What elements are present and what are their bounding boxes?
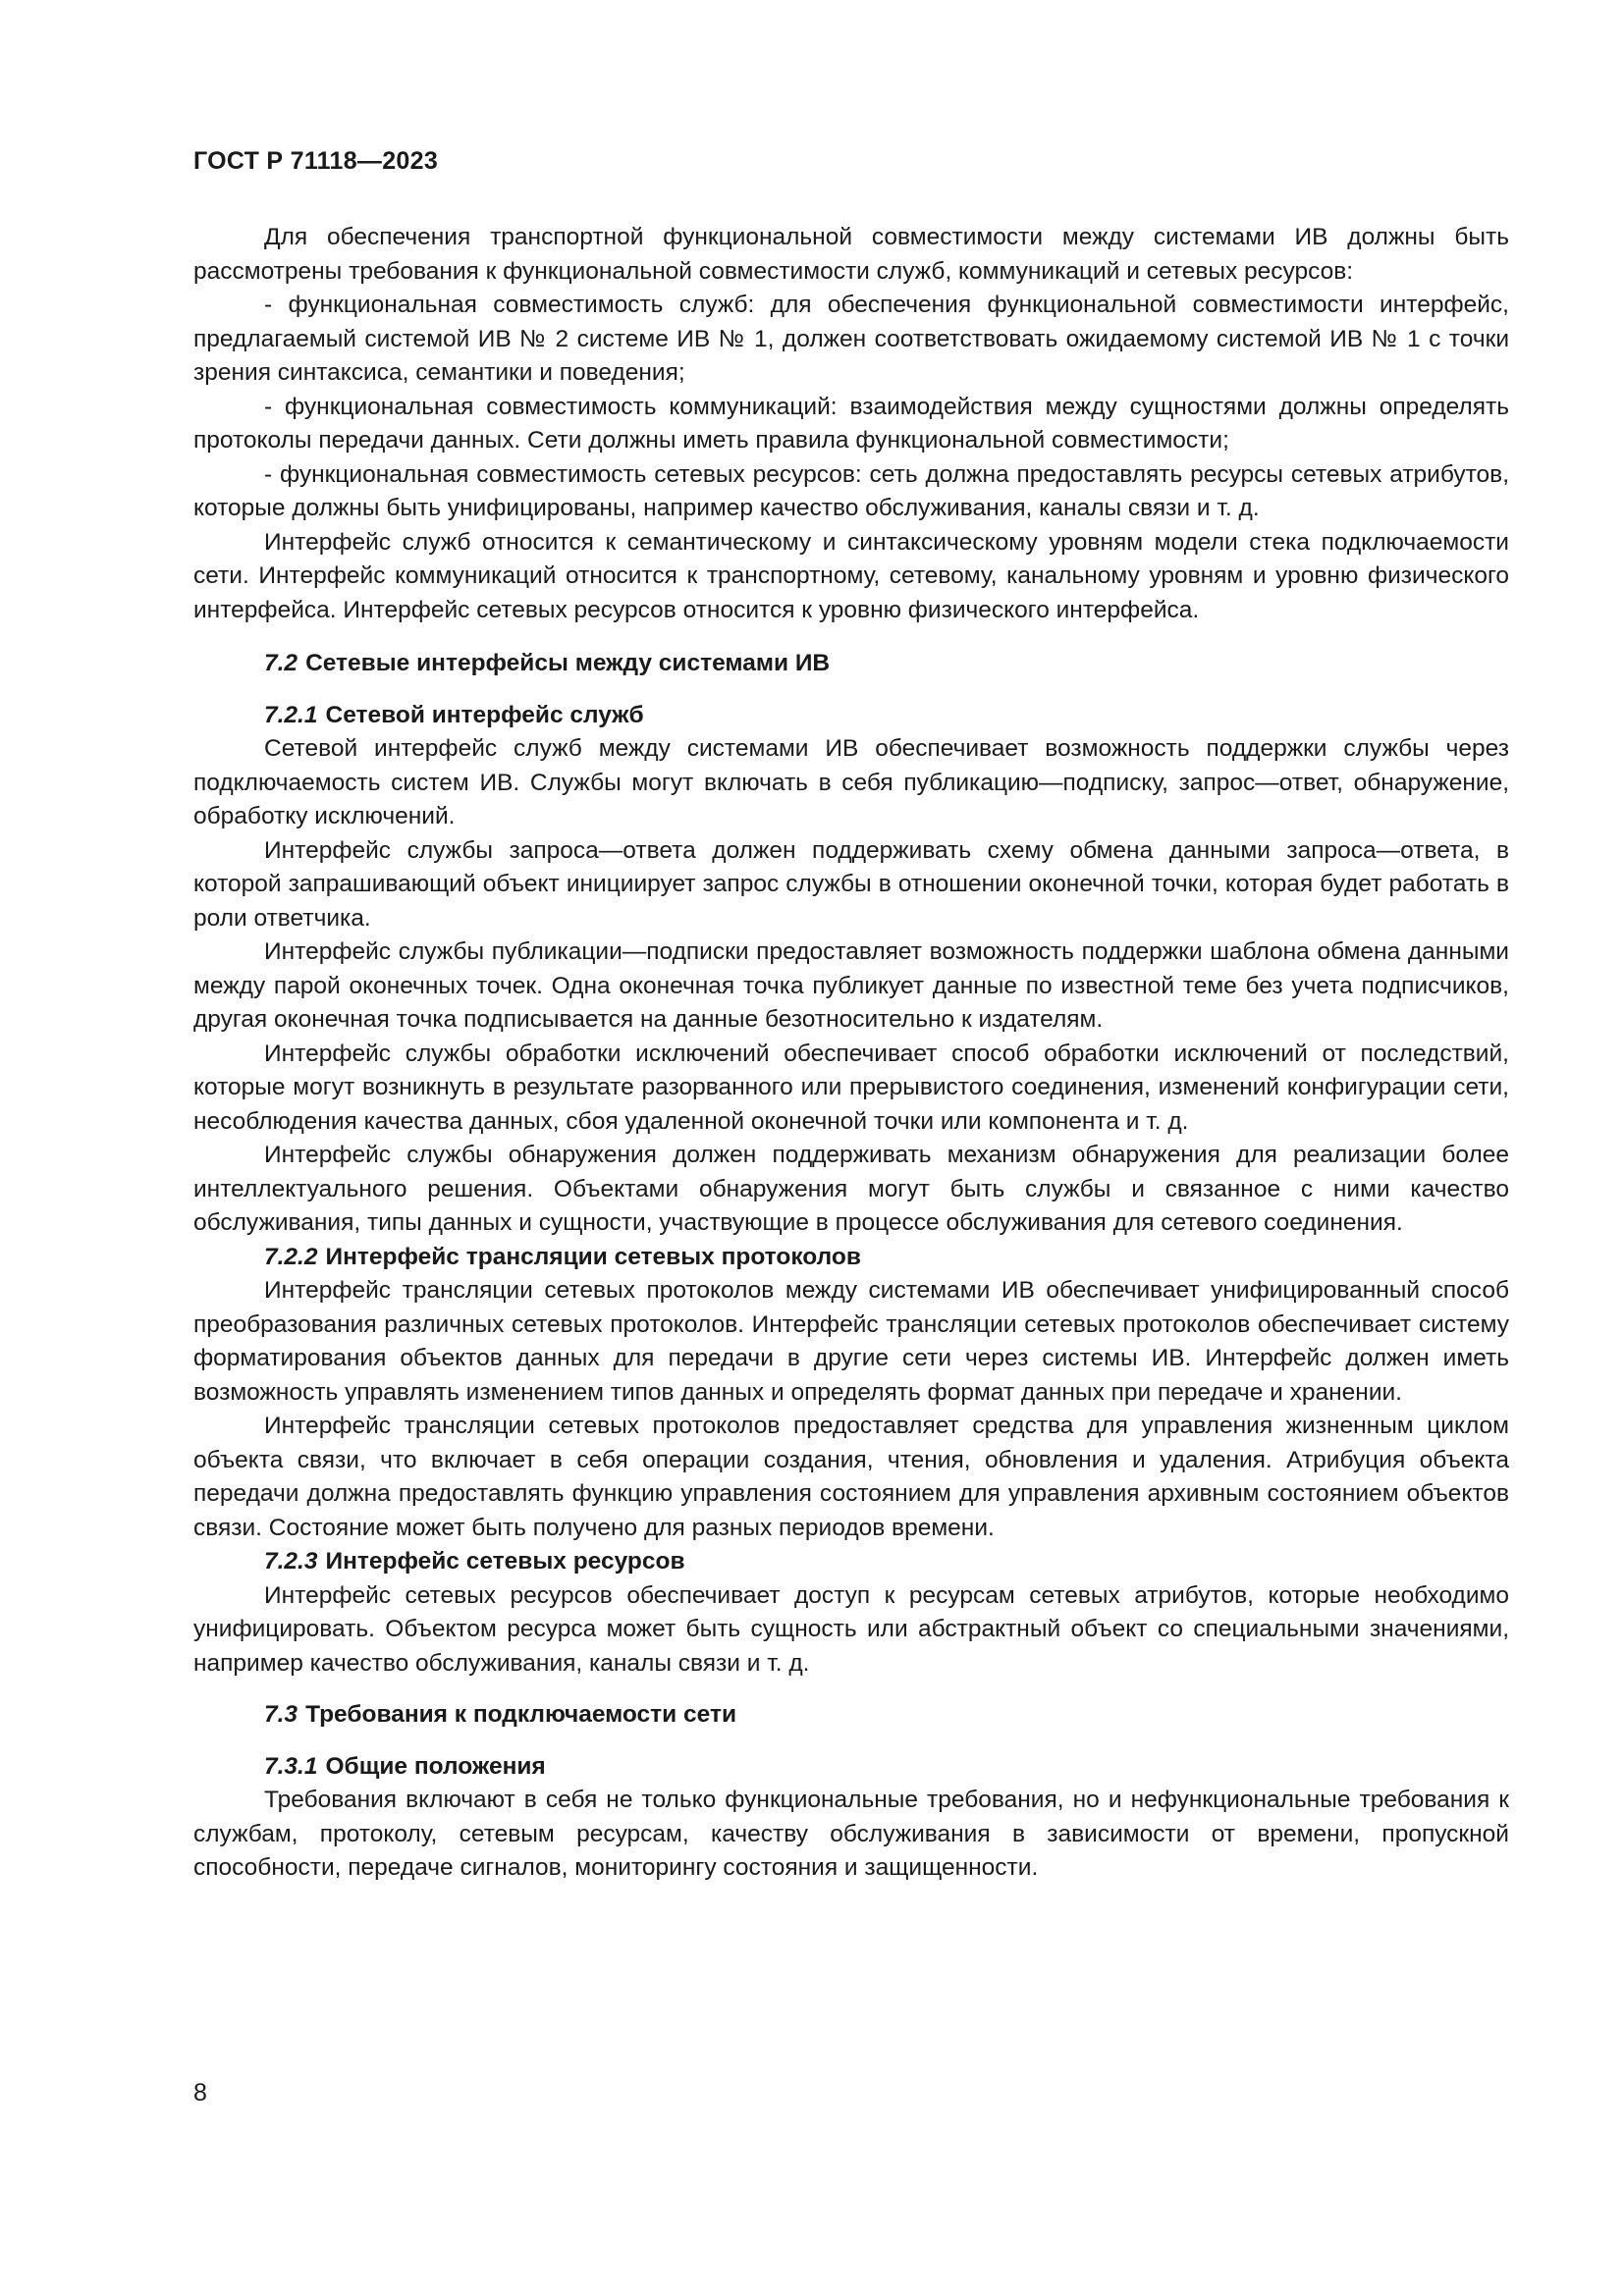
intro-paragraph-2: Интерфейс служб относится к семантическому и синтаксическому уровням модели стека подключаемости сети. Интерфейс коммуникаций относится к транспортному, сетевому, канальному уровням и уровню физического интерфейса. Интерфейс сетевых ресурсов относится к уровню физического интерфейса. — [193, 528, 1509, 623]
section-7-2-1-heading — [193, 699, 1509, 733]
section-7-2-1-paragraph-4: Интерфейс службы обработки исключений обеспечивает способ обработки исключений от последствий, которые могут возникнуть в результате разорванного или прерывистого соединения, изменений конфигурации сети, несоблюдения качества данных, сбоя удаленной оконечной точки или компонента и т. д. — [193, 1040, 1509, 1135]
intro-bullet-resources: - функциональная совместимость сетевых ресурсов: сеть должна предоставлять ресурсы сетевых атрибутов, которые должны быть унифицированы, например качество обслуживания, каналы связи и т. д. — [193, 460, 1509, 521]
section-7-3-1-title: Общие положения — [325, 1752, 546, 1780]
section-7-2-3-title: Интерфейс сетевых ресурсов — [325, 1548, 685, 1575]
section-7-2-number: 7.2 — [264, 650, 298, 676]
intro-bullet-communications: - функциональная совместимость коммуникаций: взаимодействия между сущностями должны определять протоколы передачи данных. Сети должны иметь правила функциональной совместимости; — [193, 393, 1509, 454]
section-7-2-2-paragraph-1: Интерфейс трансляции сетевых протоколов между системами ИВ обеспечивает унифицированный способ преобразования различных сетевых протоколов. Интерфейс трансляции сетевых протоколов обеспечивает систему форматирования объектов данных для передачи в другие сети через системы ИВ. Интерфейс должен иметь возможность управлять изменением типов данных и определять формат данных при передаче и хранении. — [193, 1277, 1509, 1406]
standard-header: ГОСТ Р 71118—2023 — [193, 147, 439, 175]
page-number: 8 — [193, 2079, 207, 2107]
section-7-3-heading — [193, 1698, 1509, 1733]
section-7-2-2-number: 7.2.2 — [264, 1243, 318, 1270]
section-7-3-1-heading — [193, 1750, 1509, 1785]
section-7-2-2-heading — [193, 1241, 1509, 1275]
section-7-2-1-paragraph-1: Сетевой интерфейс служб между системами ИВ обеспечивает возможность поддержки службы через подключаемость систем ИВ. Службы могут включать в себя публикацию—подписку, запрос—ответ, обнаружение, обработку исключений. — [193, 735, 1509, 829]
section-7-2-3-number: 7.2.3 — [264, 1548, 318, 1575]
section-7-3-1-paragraph-1: Требования включают в себя не только функциональные требования, но и нефункциональные требования к службам, протоколу, сетевым ресурсам, качеству обслуживания в зависимости от времени, пропускной способности, передаче сигналов, мониторингу состояния и защищенности. — [193, 1787, 1509, 1881]
section-7-2-1-paragraph-5: Интерфейс службы обнаружения должен поддерживать механизм обнаружения для реализации более интеллектуального решения. Объектами обнаружения могут быть службы и связанное с ними качество обслуживания, типы данных и сущности, участвующие в процессе обслуживания для сетевого соединения. — [193, 1142, 1509, 1236]
section-7-2-1-paragraph-3: Интерфейс службы публикации—подписки предоставляет возможность поддержки шаблона обмена данными между парой оконечных точек. Одна оконечная точка публикует данные по известной теме без учета подписчиков, другая оконечная точка подписывается на данные безотносительно к издателям. — [193, 938, 1509, 1033]
section-7-2-2-paragraph-2: Интерфейс трансляции сетевых протоколов предоставляет средства для управления жизненным циклом объекта связи, что включает в себя операции создания, чтения, обновления и удаления. Атрибуция объекта передачи должна предоставлять функцию управления состоянием для управления архивным состоянием объектов связи. Состояние может быть получено для разных периодов времени. — [193, 1413, 1509, 1541]
section-7-2-1-number: 7.2.1 — [264, 701, 318, 728]
section-7-2-3-paragraph-1: Интерфейс сетевых ресурсов обеспечивает доступ к ресурсам сетевых атрибутов, которые необходимо унифицировать. Объектом ресурса может быть сущность или абстрактный объект со специальными значениями, например качество обслуживания, каналы связи и т. д. — [193, 1581, 1509, 1677]
section-7-3-number: 7.3 — [264, 1701, 298, 1728]
section-7-3-1-number: 7.3.1 — [264, 1752, 318, 1780]
intro-bullet-services: - функциональная совместимость служб: для обеспечения функциональной совместимости интерфейс, предлагаемый системой ИВ № 2 системе ИВ № 1, должен соответствовать ожидаемому системой ИВ № 1 с точки зрения синтаксиса, семантики и поведения; — [193, 292, 1509, 386]
section-7-2-3-heading — [193, 1545, 1509, 1579]
section-7-2-2-title: Интерфейс трансляции сетевых протоколов — [325, 1243, 861, 1270]
document-body — [193, 221, 1509, 1886]
section-7-3-title: Требования к подключаемости сети — [305, 1701, 737, 1728]
section-7-2-heading — [193, 647, 1509, 681]
section-7-2-1-title: Сетевой интерфейс служб — [325, 701, 644, 728]
section-7-2-1-paragraph-2: Интерфейс службы запроса—ответа должен поддерживать схему обмена данными запроса—ответа, в которой запрашивающий объект инициирует запрос службы в отношении оконечной точки, которая будет работать в роли ответчика. — [193, 836, 1509, 932]
intro-paragraph-1: Для обеспечения транспортной функциональной совместимости между системами ИВ должны быть рассмотрены требования к функциональной совместимости служб, коммуникаций и сетевых ресурсов: — [193, 224, 1509, 285]
section-7-2-title: Сетевые интерфейсы между системами ИВ — [305, 650, 831, 676]
